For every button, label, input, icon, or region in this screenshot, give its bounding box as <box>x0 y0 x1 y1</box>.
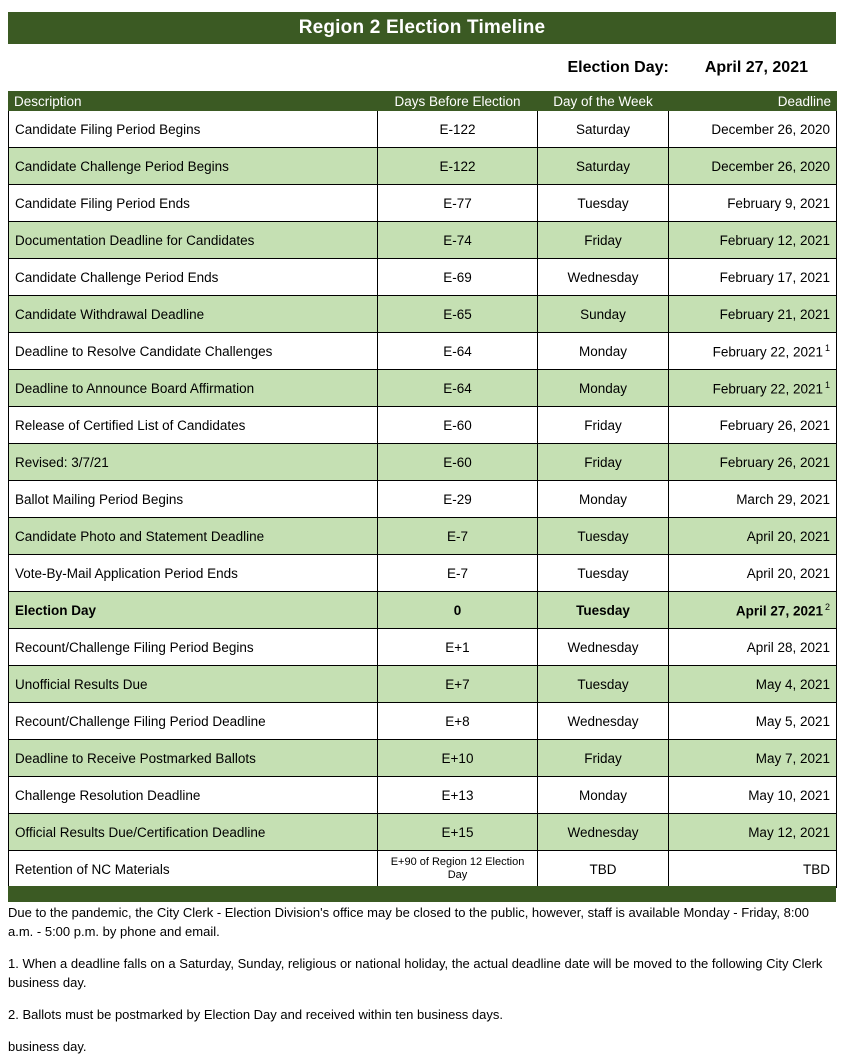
cell-day-of-the-week: Wednesday <box>538 629 669 666</box>
cell-days-before-election: E-7 <box>378 555 538 592</box>
cell-deadline <box>669 185 837 222</box>
table-row <box>9 592 837 629</box>
cell-description: Candidate Filing Period Begins <box>9 111 378 148</box>
cell-days-before-election: E+1 <box>378 629 538 666</box>
cell-description: Retention of NC Materials <box>9 851 378 888</box>
cell-description: Ballot Mailing Period Begins <box>9 481 378 518</box>
cell-days-before-election: E-29 <box>378 481 538 518</box>
cell-day-of-the-week: Monday <box>538 481 669 518</box>
cell-day-of-the-week: Wednesday <box>538 259 669 296</box>
cell-day-of-the-week: Sunday <box>538 296 669 333</box>
deadline-text: May 4, 2021 <box>755 676 830 692</box>
cell-day-of-the-week: Saturday <box>538 111 669 148</box>
footnote-marker: 1 <box>824 379 830 390</box>
cell-description: Revised: 3/7/21 <box>9 444 378 481</box>
cell-description: Candidate Challenge Period Ends <box>9 259 378 296</box>
table-row <box>9 851 837 888</box>
table-row <box>9 333 837 370</box>
deadline-text: February 22, 2021 <box>712 381 823 397</box>
election-timeline-table <box>8 91 837 888</box>
cell-days-before-election: E-74 <box>378 222 538 259</box>
footnote-paragraph: 1. When a deadline falls on a Saturday, Sunday, religious or national holiday, the actual deadline date will be moved to the following City Clerk business day. <box>8 956 823 990</box>
cell-days-before-election: E-65 <box>378 296 538 333</box>
cell-days-before-election: E-77 <box>378 185 538 222</box>
cell-day-of-the-week: Tuesday <box>538 666 669 703</box>
bottom-accent-bar <box>8 886 836 902</box>
table-row <box>9 777 837 814</box>
deadline-text: May 7, 2021 <box>755 750 830 766</box>
cell-deadline <box>669 444 837 481</box>
table-row <box>9 481 837 518</box>
cell-day-of-the-week: Tuesday <box>538 518 669 555</box>
table-row <box>9 259 837 296</box>
cell-days-before-election: E+13 <box>378 777 538 814</box>
cell-deadline <box>669 148 837 185</box>
column-header-day-of-the-week: Day of the Week <box>538 92 669 111</box>
cell-deadline <box>669 592 837 629</box>
cell-day-of-the-week: Friday <box>538 444 669 481</box>
page-title: Region 2 Election Timeline <box>8 12 836 44</box>
cell-days-before-election: E+7 <box>378 666 538 703</box>
deadline-text: February 26, 2021 <box>719 454 830 470</box>
cell-description: Deadline to Resolve Candidate Challenges <box>9 333 378 370</box>
cell-description: Candidate Photo and Statement Deadline <box>9 518 378 555</box>
cell-deadline <box>669 259 837 296</box>
cell-days-before-election: E+10 <box>378 740 538 777</box>
table-row <box>9 185 837 222</box>
cell-description: Deadline to Receive Postmarked Ballots <box>9 740 378 777</box>
deadline-text: December 26, 2020 <box>711 158 830 174</box>
cell-days-before-election: E-7 <box>378 518 538 555</box>
election-day-value: April 27, 2021 <box>704 59 808 76</box>
cell-days-before-election: E-60 <box>378 407 538 444</box>
table-row <box>9 555 837 592</box>
column-header-description: Description <box>9 92 378 111</box>
cell-days-before-election: E+15 <box>378 814 538 851</box>
deadline-text: December 26, 2020 <box>711 121 830 137</box>
cell-description: Deadline to Announce Board Affirmation <box>9 370 378 407</box>
cell-deadline <box>669 370 837 407</box>
footnote-marker: 2 <box>824 601 830 612</box>
table-row <box>9 814 837 851</box>
election-day-summary <box>8 56 836 80</box>
table-header-row <box>9 92 837 111</box>
cell-day-of-the-week: Monday <box>538 370 669 407</box>
cell-description: Candidate Challenge Period Begins <box>9 148 378 185</box>
cell-deadline <box>669 518 837 555</box>
deadline-text: February 17, 2021 <box>719 269 830 285</box>
footnote-paragraph: Due to the pandemic, the City Clerk - Election Division's office may be closed to the public, however, staff is available Monday - Friday, 8:00 a.m. - 5:00 p.m. by phone and email. <box>8 905 809 939</box>
table-row <box>9 148 837 185</box>
deadline-text: May 5, 2021 <box>755 713 830 729</box>
deadline-text: February 22, 2021 <box>712 344 823 360</box>
cell-description: Release of Certified List of Candidates <box>9 407 378 444</box>
deadline-text: May 10, 2021 <box>748 787 830 803</box>
cell-days-before-election: E+8 <box>378 703 538 740</box>
cell-description: Official Results Due/Certification Deadline <box>9 814 378 851</box>
cell-day-of-the-week: Friday <box>538 222 669 259</box>
cell-day-of-the-week: Friday <box>538 407 669 444</box>
deadline-text: April 20, 2021 <box>746 565 830 581</box>
deadline-text: February 26, 2021 <box>719 417 830 433</box>
column-header-days-before-election: Days Before Election <box>378 92 538 111</box>
cell-deadline <box>669 407 837 444</box>
deadline-text: February 12, 2021 <box>719 232 830 248</box>
table-row <box>9 444 837 481</box>
cell-days-before-election: E-122 <box>378 148 538 185</box>
deadline-text: May 12, 2021 <box>748 824 830 840</box>
cell-deadline <box>669 481 837 518</box>
cell-day-of-the-week: Monday <box>538 777 669 814</box>
table-row <box>9 666 837 703</box>
cell-description: Recount/Challenge Filing Period Deadline <box>9 703 378 740</box>
cell-day-of-the-week: Wednesday <box>538 814 669 851</box>
table-row <box>9 222 837 259</box>
footnotes-section <box>8 903 836 1056</box>
deadline-text: February 9, 2021 <box>727 195 830 211</box>
cell-day-of-the-week: Tuesday <box>538 592 669 629</box>
cell-deadline <box>669 851 837 888</box>
deadline-text: February 21, 2021 <box>719 306 830 322</box>
cell-days-before-election: E-64 <box>378 333 538 370</box>
cell-deadline <box>669 222 837 259</box>
cell-description: Challenge Resolution Deadline <box>9 777 378 814</box>
deadline-text: April 28, 2021 <box>746 639 830 655</box>
cell-deadline <box>669 111 837 148</box>
cell-deadline <box>669 333 837 370</box>
deadline-text: April 27, 2021 <box>735 603 823 619</box>
cell-deadline <box>669 814 837 851</box>
table-row <box>9 407 837 444</box>
cell-deadline <box>669 555 837 592</box>
table-row <box>9 370 837 407</box>
cell-day-of-the-week: Friday <box>538 740 669 777</box>
footnote-paragraph: 2. Ballots must be postmarked by Election Day and received within ten business days. <box>8 1007 503 1022</box>
footnote-marker: 1 <box>824 342 830 353</box>
deadline-text: April 20, 2021 <box>746 528 830 544</box>
table-body <box>9 111 837 888</box>
cell-days-before-election: E-122 <box>378 111 538 148</box>
column-header-deadline: Deadline <box>669 92 837 111</box>
cell-deadline <box>669 703 837 740</box>
cell-days-before-election: 0 <box>378 592 538 629</box>
cell-day-of-the-week: TBD <box>538 851 669 888</box>
table-row <box>9 296 837 333</box>
cell-description: Unofficial Results Due <box>9 666 378 703</box>
cell-day-of-the-week: Tuesday <box>538 185 669 222</box>
cell-deadline <box>669 777 837 814</box>
table-row <box>9 740 837 777</box>
cell-day-of-the-week: Monday <box>538 333 669 370</box>
cell-days-before-election: E-64 <box>378 370 538 407</box>
cell-description: Recount/Challenge Filing Period Begins <box>9 629 378 666</box>
table-row <box>9 111 837 148</box>
table-row <box>9 518 837 555</box>
deadline-text: TBD <box>803 861 830 877</box>
cell-description: Documentation Deadline for Candidates <box>9 222 378 259</box>
footnote-paragraph: business day. <box>8 1039 87 1054</box>
election-day-label: Election Day: <box>567 59 669 76</box>
cell-days-before-election: E+90 of Region 12 Election Day <box>378 851 538 888</box>
table-row <box>9 703 837 740</box>
cell-day-of-the-week: Tuesday <box>538 555 669 592</box>
deadline-text: March 29, 2021 <box>736 491 830 507</box>
cell-deadline <box>669 666 837 703</box>
cell-description: Candidate Filing Period Ends <box>9 185 378 222</box>
cell-days-before-election: E-69 <box>378 259 538 296</box>
cell-description: Election Day <box>9 592 378 629</box>
cell-deadline <box>669 740 837 777</box>
cell-description: Candidate Withdrawal Deadline <box>9 296 378 333</box>
cell-days-before-election: E-60 <box>378 444 538 481</box>
table-row <box>9 629 837 666</box>
cell-deadline <box>669 629 837 666</box>
cell-description: Vote-By-Mail Application Period Ends <box>9 555 378 592</box>
cell-day-of-the-week: Wednesday <box>538 703 669 740</box>
cell-deadline <box>669 296 837 333</box>
cell-day-of-the-week: Saturday <box>538 148 669 185</box>
